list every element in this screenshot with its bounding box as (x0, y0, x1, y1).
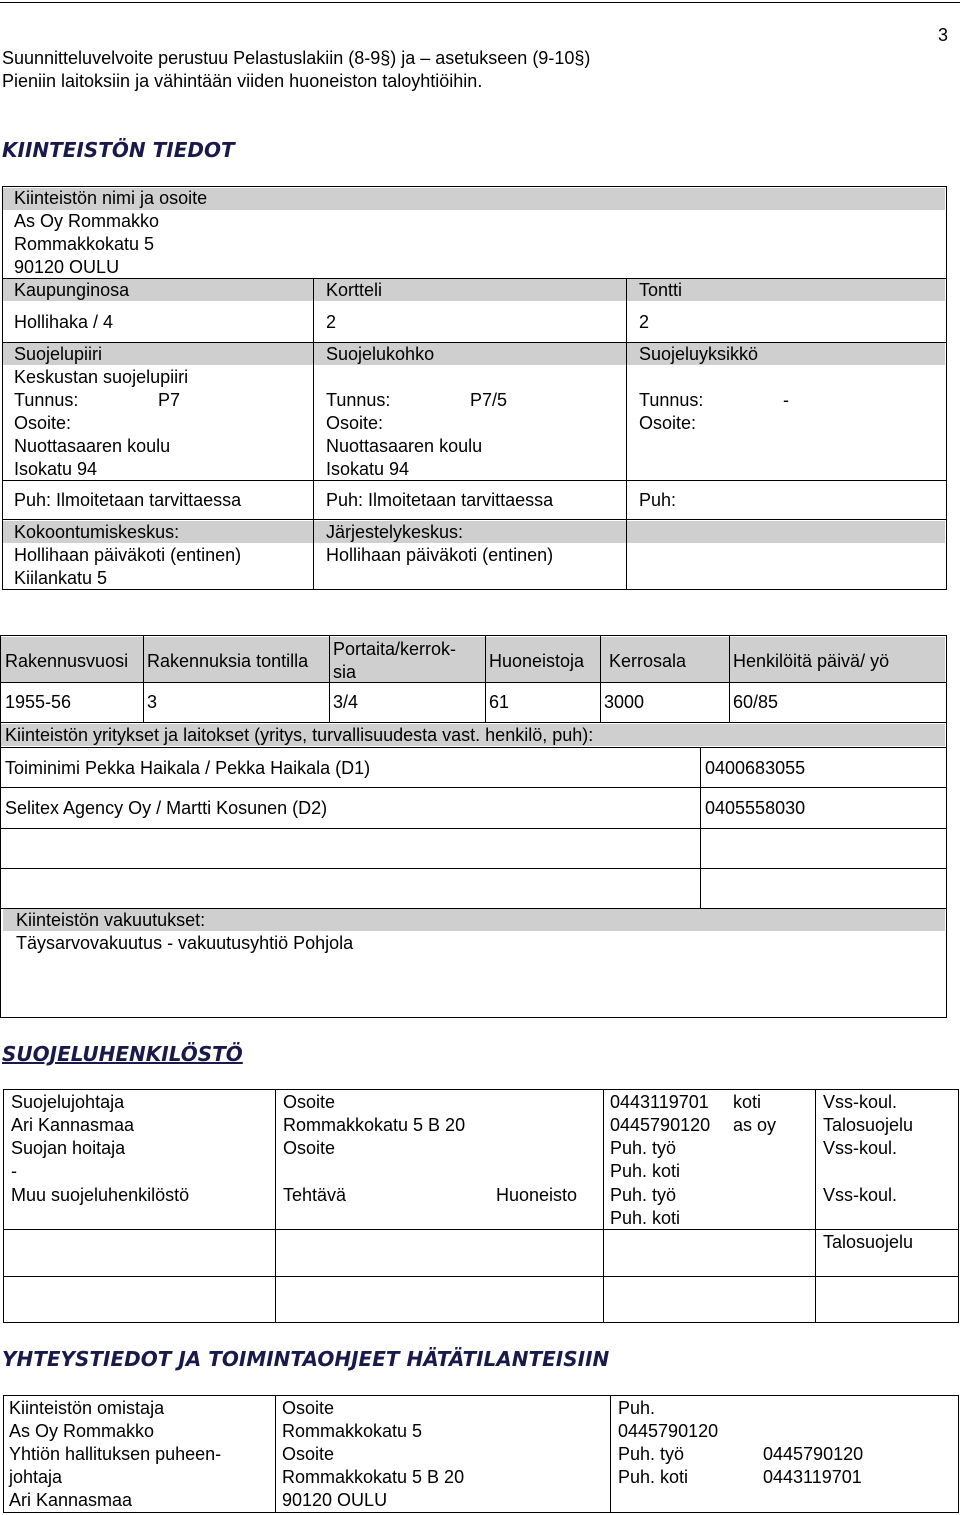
row-rule (0, 868, 947, 869)
other-course-2: Talosuojelu (823, 1232, 914, 1252)
row-rule (0, 828, 947, 829)
ps-addr-1: Nuottasaaren koulu (326, 436, 483, 456)
company-phone: 0400683055 (705, 758, 806, 778)
keeper-work-label: Puh. työ (610, 1138, 677, 1158)
task-label: Tehtävä (283, 1185, 347, 1205)
director-phone-1-type: koti (733, 1092, 762, 1112)
ps-addr-label: Osoite: (326, 413, 384, 433)
th-floor-area: Kerrosala (609, 651, 687, 671)
row-rule (2, 342, 947, 343)
row-rule (2, 278, 947, 279)
td-year: 1955-56 (5, 692, 72, 712)
row-rule (2, 519, 947, 520)
property-name: As Oy Rommakko (14, 211, 160, 231)
district-label: Kaupunginosa (14, 280, 130, 300)
chair-name: Ari Kannasmaa (9, 1490, 133, 1510)
col-rule (626, 278, 627, 590)
director-name: Ari Kannasmaa (11, 1115, 135, 1135)
director-addr: Rommakkokatu 5 B 20 (283, 1115, 466, 1135)
owner-phone: 0445790120 (618, 1421, 719, 1441)
top-rule (0, 2, 960, 3)
chair-addr-2: 90120 OULU (282, 1490, 388, 1510)
company-phone: 0405558030 (705, 798, 806, 818)
chair-label-2: johtaja (9, 1467, 63, 1487)
section-title-kiinteisto: KIINTEISTÖN TIEDOT (2, 138, 235, 162)
pd-phone: Puh: Ilmoitetaan tarvittaessa (14, 490, 242, 510)
chair-work-label: Puh. työ (618, 1444, 685, 1464)
keeper-home-label: Puh. koti (610, 1161, 681, 1181)
th-stairs-1: Portaita/kerrok- (333, 639, 457, 659)
protection-section-label: Suojelukohko (326, 344, 435, 364)
other-staff-label: Muu suojeluhenkilöstö (11, 1185, 190, 1205)
page-number: 3 (938, 25, 949, 45)
owner-addr-label: Osoite (282, 1398, 335, 1418)
chair-label-1: Yhtiön hallituksen puheen- (9, 1444, 222, 1464)
col-rule (275, 1089, 276, 1323)
row-rule (2, 480, 947, 481)
plot-value: 2 (639, 312, 650, 332)
property-name-label: Kiinteistön nimi ja osoite (14, 188, 208, 208)
owner-phone-label: Puh. (618, 1398, 656, 1418)
col-rule (485, 635, 486, 722)
chair-addr-label: Osoite (282, 1444, 335, 1464)
row-rule (0, 722, 947, 723)
pu-id-label: Tunnus: (639, 390, 704, 410)
owner-name: As Oy Rommakko (9, 1421, 155, 1441)
td-stairs: 3/4 (333, 692, 359, 712)
district-value: Hollihaka / 4 (14, 312, 114, 332)
keeper-addr-label: Osoite (283, 1138, 336, 1158)
pd-addr-2: Isokatu 94 (14, 459, 98, 479)
director-phone-2: 0445790120 (610, 1115, 711, 1135)
col-rule (815, 1089, 816, 1323)
director-phone-2-type: as oy (733, 1115, 777, 1135)
insurance-label: Kiinteistön vakuutukset: (16, 910, 206, 930)
org-label: Järjestelykeskus: (326, 522, 464, 542)
td-persons: 60/85 (733, 692, 779, 712)
companies-label: Kiinteistön yritykset ja laitokset (yritys, turvallisuudesta vast. henkilö, puh): (5, 725, 594, 745)
other-work-label: Puh. työ (610, 1185, 677, 1205)
pu-id: - (783, 390, 789, 410)
row-rule (0, 747, 947, 748)
th-stairs-2: sia (333, 662, 357, 682)
section-title-yhteystiedot: YHTEYSTIEDOT JA TOIMINTAOHJEET HÄTÄTILANTEISIIN (2, 1347, 610, 1371)
director-course-1: Vss-koul. (823, 1092, 898, 1112)
director-label: Suojelujohtaja (11, 1092, 125, 1112)
assembly-1: Hollihaan päiväkoti (entinen) (14, 545, 242, 565)
owner-label: Kiinteistön omistaja (9, 1398, 165, 1418)
col-rule (700, 747, 701, 908)
assembly-label: Kokoontumiskeskus: (14, 522, 180, 542)
protection-district-label: Suojelupiiri (14, 344, 103, 364)
insurance: Täysarvovakuutus - vakuutusyhtiö Pohjola (16, 933, 354, 953)
col-rule (143, 635, 144, 722)
ps-id: P7/5 (470, 390, 508, 410)
director-addr-label: Osoite (283, 1092, 336, 1112)
col-rule (603, 1089, 604, 1323)
company-name: Selitex Agency Oy / Martti Kosunen (D2) (5, 798, 328, 818)
company-name: Toiminimi Pekka Haikala / Pekka Haikala (D1) (5, 758, 371, 778)
ps-id-label: Tunnus: (326, 390, 391, 410)
th-year: Rakennusvuosi (5, 651, 129, 671)
col-rule (313, 278, 314, 590)
director-course-2: Talosuojelu (823, 1115, 914, 1135)
keeper-label: Suojan hoitaja (11, 1138, 126, 1158)
ps-addr-2: Isokatu 94 (326, 459, 410, 479)
td-floor-area: 3000 (604, 692, 645, 712)
chair-home: 0443119701 (763, 1467, 862, 1487)
col-rule (275, 1395, 276, 1513)
td-buildings: 3 (147, 692, 158, 712)
chair-addr-1: Rommakkokatu 5 B 20 (282, 1467, 465, 1487)
chair-home-label: Puh. koti (618, 1467, 689, 1487)
pu-phone: Puh: (639, 490, 677, 510)
property-postal: 90120 OULU (14, 257, 120, 277)
th-apartments: Huoneistoja (489, 651, 585, 671)
protection-district: Keskustan suojelupiiri (14, 367, 189, 387)
assembly-2: Kiilankatu 5 (14, 568, 108, 588)
plot-label: Tontti (639, 280, 683, 300)
apartment-label: Huoneisto (496, 1185, 578, 1205)
keeper-name: - (11, 1161, 17, 1181)
col-rule (729, 635, 730, 722)
intro-line-2: Pieniin laitoksiin ja vähintään viiden huoneiston taloyhtiöihin. (2, 71, 483, 91)
pd-addr-label: Osoite: (14, 413, 72, 433)
owner-addr: Rommakkokatu 5 (282, 1421, 423, 1441)
ps-phone: Puh: Ilmoitetaan tarvittaessa (326, 490, 554, 510)
th-persons: Henkilöitä päivä/ yö (733, 651, 890, 671)
chair-work: 0445790120 (763, 1444, 864, 1464)
pd-addr-1: Nuottasaaren koulu (14, 436, 171, 456)
th-buildings: Rakennuksia tontilla (147, 651, 309, 671)
block-value: 2 (326, 312, 337, 332)
col-rule (600, 635, 601, 722)
col-rule (329, 635, 330, 722)
col-rule (610, 1395, 611, 1513)
keeper-course: Vss-koul. (823, 1138, 898, 1158)
pd-id: P7 (158, 390, 181, 410)
row-rule (0, 787, 947, 788)
other-home-label: Puh. koti (610, 1208, 681, 1228)
director-phone-1: 0443119701 (610, 1092, 709, 1112)
org-1: Hollihaan päiväkoti (entinen) (326, 545, 554, 565)
pd-id-label: Tunnus: (14, 390, 79, 410)
intro-line-1: Suunnitteluvelvoite perustuu Pelastuslakiin (8-9§) ja – asetukseen (9-10§) (2, 48, 591, 68)
other-course: Vss-koul. (823, 1185, 898, 1205)
block-label: Kortteli (326, 280, 383, 300)
property-street: Rommakkokatu 5 (14, 234, 155, 254)
protection-unit-label: Suojeluyksikkö (639, 344, 759, 364)
td-apartments: 61 (489, 692, 510, 712)
section-title-suojeluhenkilosto: SUOJELUHENKILÖSTÖ (2, 1042, 243, 1066)
pu-addr-label: Osoite: (639, 413, 697, 433)
